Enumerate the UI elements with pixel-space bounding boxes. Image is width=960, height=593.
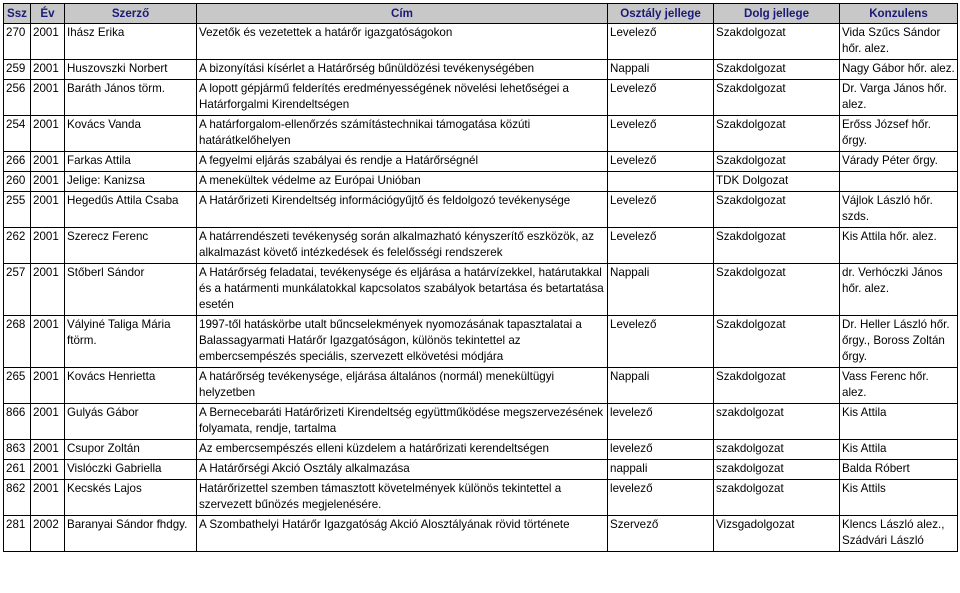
header-szerzo: Szerző: [65, 4, 197, 24]
cell-osztaly: Nappali: [608, 60, 714, 80]
table-row: [4, 116, 958, 152]
cell-dolg: Szakdolgozat: [714, 80, 840, 116]
cell-dolg: TDK Dolgozat: [714, 172, 840, 192]
cell-ssz: 270: [4, 24, 31, 60]
table-row: [4, 152, 958, 172]
cell-cim: A menekültek védelme az Európai Unióban: [197, 172, 608, 192]
table-row: [4, 172, 958, 192]
cell-konzulens: Vida Szűcs Sándor hőr. alez.: [840, 24, 958, 60]
cell-ev: 2001: [31, 460, 65, 480]
cell-szerzo: Baranyai Sándor fhdgy.: [65, 516, 197, 552]
table-row: [4, 516, 958, 552]
cell-dolg: Szakdolgozat: [714, 228, 840, 264]
cell-cim: Vezetők és vezetettek a határőr igazgatóságokon: [197, 24, 608, 60]
cell-ev: 2001: [31, 24, 65, 60]
cell-szerzo: Ihász Erika: [65, 24, 197, 60]
cell-osztaly: Levelező: [608, 116, 714, 152]
cell-szerzo: Huszovszki Norbert: [65, 60, 197, 80]
cell-ssz: 259: [4, 60, 31, 80]
table-row: [4, 460, 958, 480]
table-row: [4, 264, 958, 316]
cell-ev: 2001: [31, 264, 65, 316]
cell-dolg: szakdolgozat: [714, 440, 840, 460]
cell-dolg: Vizsgadolgozat: [714, 516, 840, 552]
cell-konzulens: Erőss József hőr. őrgy.: [840, 116, 958, 152]
cell-ssz: 262: [4, 228, 31, 264]
cell-ev: 2002: [31, 516, 65, 552]
cell-cim: A határrendészeti tevékenység során alkalmazható kényszerítő eszközök, az alkalmazást követő intézkedések és felelősségi rendszerek: [197, 228, 608, 264]
cell-ev: 2001: [31, 228, 65, 264]
table-row: [4, 316, 958, 368]
cell-ev: 2001: [31, 480, 65, 516]
cell-dolg: Szakdolgozat: [714, 116, 840, 152]
cell-ssz: 862: [4, 480, 31, 516]
cell-ssz: 266: [4, 152, 31, 172]
cell-cim: A lopott gépjármű felderítés eredményességének növelési lehetőségei a Határforgalmi Kirendeltségen: [197, 80, 608, 116]
cell-osztaly: Levelező: [608, 316, 714, 368]
cell-cim: A Határőrizeti Kirendeltség információgyűjtő és feldolgozó tevékenysége: [197, 192, 608, 228]
cell-ssz: 863: [4, 440, 31, 460]
table-row: [4, 404, 958, 440]
cell-szerzo: Hegedűs Attila Csaba: [65, 192, 197, 228]
cell-ev: 2001: [31, 172, 65, 192]
cell-dolg: Szakdolgozat: [714, 24, 840, 60]
cell-osztaly: Nappali: [608, 368, 714, 404]
table-row: [4, 480, 958, 516]
cell-osztaly: levelező: [608, 440, 714, 460]
cell-cim: A Bernecebaráti Határőrizeti Kirendeltség együttműködése megszervezésének folyamata, rendje, tartalma: [197, 404, 608, 440]
cell-konzulens: Kis Attila hőr. alez.: [840, 228, 958, 264]
table-row: [4, 368, 958, 404]
cell-szerzo: Csupor Zoltán: [65, 440, 197, 460]
cell-ssz: 281: [4, 516, 31, 552]
cell-ev: 2001: [31, 368, 65, 404]
cell-cim: A határforgalom-ellenőrzés számítástechnikai támogatása közúti határátkelőhelyen: [197, 116, 608, 152]
cell-ev: 2001: [31, 192, 65, 228]
cell-osztaly: [608, 172, 714, 192]
header-ssz: Ssz: [4, 4, 31, 24]
header-row: [4, 4, 958, 24]
cell-ssz: 256: [4, 80, 31, 116]
cell-cim: A Határőrségi Akció Osztály alkalmazása: [197, 460, 608, 480]
cell-cim: Határőrizettel szemben támasztott követelmények különös tekintettel a szervezett bűnözés megjelenésére.: [197, 480, 608, 516]
cell-szerzo: Vislóczki Gabriella: [65, 460, 197, 480]
cell-konzulens: Balda Róbert: [840, 460, 958, 480]
table-row: [4, 228, 958, 264]
cell-konzulens: Kis Attila: [840, 440, 958, 460]
cell-osztaly: nappali: [608, 460, 714, 480]
cell-szerzo: Kovács Henrietta: [65, 368, 197, 404]
cell-konzulens: [840, 172, 958, 192]
header-dolg: Dolg jellege: [714, 4, 840, 24]
cell-szerzo: Stőberl Sándor: [65, 264, 197, 316]
cell-konzulens: Várady Péter őrgy.: [840, 152, 958, 172]
table-row: [4, 24, 958, 60]
cell-osztaly: Levelező: [608, 80, 714, 116]
cell-osztaly: Szervező: [608, 516, 714, 552]
cell-konzulens: Nagy Gábor hőr. alez.: [840, 60, 958, 80]
cell-ssz: 866: [4, 404, 31, 440]
cell-ssz: 254: [4, 116, 31, 152]
cell-szerzo: Baráth János törm.: [65, 80, 197, 116]
cell-ssz: 261: [4, 460, 31, 480]
cell-ev: 2001: [31, 60, 65, 80]
cell-osztaly: levelező: [608, 480, 714, 516]
table-row: [4, 80, 958, 116]
cell-cim: 1997-től hatáskörbe utalt bűncselekmények nyomozásának tapasztalatai a Balassagyarmati Határőr Igazgatóságon, különös tekintettel az embercsempészés speciális, szervezett elkövetési módjára: [197, 316, 608, 368]
thesis-register-page: [3, 3, 957, 552]
table-row: [4, 60, 958, 80]
cell-cim: A fegyelmi eljárás szabályai és rendje a Határőrségnél: [197, 152, 608, 172]
cell-cim: A bizonyítási kísérlet a Határőrség bűnüldözési tevékenységében: [197, 60, 608, 80]
cell-ev: 2001: [31, 116, 65, 152]
cell-konzulens: Dr. Heller László hőr. őrgy., Boross Zoltán őrgy.: [840, 316, 958, 368]
cell-szerzo: Vályiné Taliga Mária ftörm.: [65, 316, 197, 368]
cell-konzulens: Kis Attils: [840, 480, 958, 516]
header-konzulens: Konzulens: [840, 4, 958, 24]
cell-ssz: 260: [4, 172, 31, 192]
cell-szerzo: Gulyás Gábor: [65, 404, 197, 440]
cell-szerzo: Szerecz Ferenc: [65, 228, 197, 264]
cell-ssz: 265: [4, 368, 31, 404]
cell-konzulens: Vass Ferenc hőr. alez.: [840, 368, 958, 404]
cell-ev: 2001: [31, 440, 65, 460]
cell-dolg: Szakdolgozat: [714, 152, 840, 172]
cell-konzulens: Klencs László alez., Szádvári László: [840, 516, 958, 552]
header-osztaly: Osztály jellege: [608, 4, 714, 24]
cell-ssz: 268: [4, 316, 31, 368]
cell-konzulens: Vájlok László hőr. szds.: [840, 192, 958, 228]
cell-konzulens: Dr. Varga János hőr. alez.: [840, 80, 958, 116]
cell-cim: Az embercsempészés elleni küzdelem a határőrizati kerendeltségen: [197, 440, 608, 460]
cell-osztaly: Levelező: [608, 228, 714, 264]
cell-osztaly: Levelező: [608, 192, 714, 228]
header-cim: Cím: [197, 4, 608, 24]
cell-szerzo: Kecskés Lajos: [65, 480, 197, 516]
cell-dolg: Szakdolgozat: [714, 264, 840, 316]
cell-ssz: 257: [4, 264, 31, 316]
cell-dolg: Szakdolgozat: [714, 316, 840, 368]
cell-dolg: szakdolgozat: [714, 480, 840, 516]
cell-dolg: szakdolgozat: [714, 404, 840, 440]
cell-szerzo: Kovács Vanda: [65, 116, 197, 152]
cell-dolg: Szakdolgozat: [714, 192, 840, 228]
cell-osztaly: Levelező: [608, 152, 714, 172]
cell-dolg: Szakdolgozat: [714, 60, 840, 80]
cell-konzulens: Kis Attila: [840, 404, 958, 440]
cell-ev: 2001: [31, 404, 65, 440]
cell-dolg: szakdolgozat: [714, 460, 840, 480]
table-body: [4, 24, 958, 552]
cell-ev: 2001: [31, 316, 65, 368]
cell-szerzo: Farkas Attila: [65, 152, 197, 172]
cell-dolg: Szakdolgozat: [714, 368, 840, 404]
cell-cim: A Határőrség feladatai, tevékenysége és eljárása a határvízekkel, határutakkal és a határmenti munkálatokkal kapcsolatos szabályok betartása és betartatása esetén: [197, 264, 608, 316]
cell-cim: A Szombathelyi Határőr Igazgatóság Akció Alosztályának rövid története: [197, 516, 608, 552]
thesis-table: [3, 3, 958, 552]
cell-osztaly: levelező: [608, 404, 714, 440]
cell-konzulens: dr. Verhóczki János hőr. alez.: [840, 264, 958, 316]
cell-cim: A határőrség tevékenysége, eljárása általános (normál) menekültügyi helyzetben: [197, 368, 608, 404]
cell-osztaly: Nappali: [608, 264, 714, 316]
cell-osztaly: Levelező: [608, 24, 714, 60]
cell-szerzo: Jelige: Kanizsa: [65, 172, 197, 192]
cell-ev: 2001: [31, 152, 65, 172]
cell-ssz: 255: [4, 192, 31, 228]
cell-ev: 2001: [31, 80, 65, 116]
header-ev: Év: [31, 4, 65, 24]
table-row: [4, 440, 958, 460]
table-row: [4, 192, 958, 228]
